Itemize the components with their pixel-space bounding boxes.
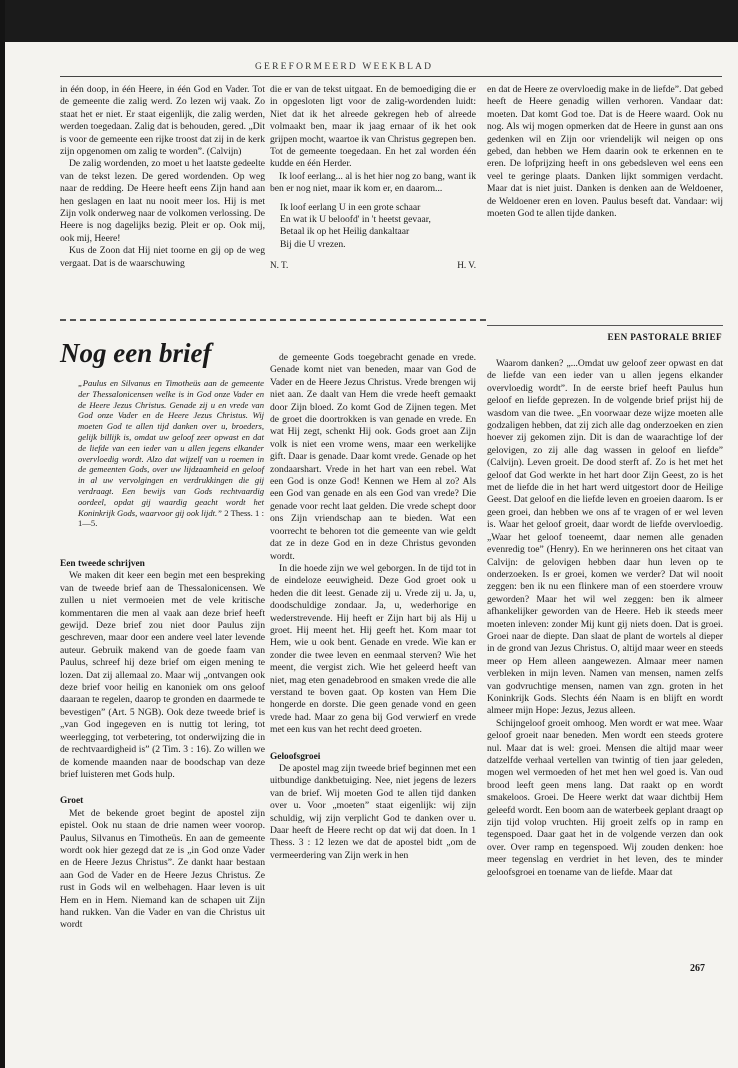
column-1-bottom [60,558,265,932]
running-header: GEREFORMEERD WEEKBLAD [255,62,434,72]
section-label: EEN PASTORALE BRIEF [607,332,722,342]
article-title: Nog een brief [60,338,212,368]
section-divider [60,319,486,321]
subheading: Groet [60,796,84,807]
paragraph: Kus de Zoon dat Hij niet toorne en gij op de weg vergaat. Dat is de waarschuwing [60,245,265,269]
column-2-bottom [270,352,476,862]
motto-reference: 2 Thess. 1 : 1—5. [78,507,264,529]
poem-line: Ik loof eerlang U in een grote schaar [280,201,421,213]
paragraph: Met de bekende groet begint de apostel zijn epistel. Ook nu staan de drie namen weer voorop. Paulus, Silvanus en Timotheüs. En aan de gemeente wordt ook hier gezegd dat ze is „in God onze Vader en de Heere Jezus Christus”. Ze dankt haar bestaan aan God de Vader en de Heere Jezus Christus. Ze rust in Gods wil en welbehagen. Haar leven is uit Hem en in Hem. Niemand kan de schapen uit Zijn hand rukken. Van die Vader en van die Christus uit wordt [60,807,265,931]
paragraph: en dat de Heere ze overvloedig make in de liefde”. Dat gebed heeft de Heere genadig willen verhoren. Vandaar dat: moeten. Dat komt God toe. Dat is de Heere waard. Ook nu nog. Als wij mogen opmerken dat de Heere in gunst aan ons gedenken wil en Zijn oor vriendelijk wil neigen op ons gebed, dan hebben we Hem daarin ook te erkennen en te eren. De lofprijzing heeft in ons gebedsleven wel eens een veel te geringe plaats. Danken lijkt sommigen verdacht. Maar dat is niet juist. Danken is denken aan de Weldoener, de Weldoener eren en loven. Paulus beseft dat. Vandaar: wij moeten God te allen tijde danken. [487,84,723,220]
column-2-top [270,84,476,272]
poem-line: Bij die U vrezen. [280,238,346,250]
signature-left: N. T. [270,260,289,271]
subheading: Geloofsgroei [270,751,321,762]
scripture-motto [78,378,264,529]
section-rule [487,325,723,326]
scan-top-border [5,0,738,42]
paragraph: in één doop, in één Heere, in één God en Vader. Tot de gemeente die zalig werd. Zo lezen wij vaak. Zo staat het er niet. Er staat eigenlijk, die zalig werden, werden toegedaan. Zalig dat is behouden, gered. „Dit is voor de gemeente een rijke troost dat zij in de kerk zijn opgenomen om zalig te worden”. (Calvijn) [60,84,265,158]
header-rule [60,76,722,77]
signature [270,259,476,271]
paragraph: Waarom danken? „...Omdat uw geloof zeer opwast en dat de liefde van een ieder van u allen jegens elkander overvloedig wordt”. In de eerste brief heeft Paulus hun geloof en liefde geprezen. In de volgende brief prijst hij de wasdom van die twee. „En voorwaar deze wijze moeten alle godzaligen hebben, dat zij zich alle dag onderzoeken en zien hoever zij gekomen zijn. Dit is dan de waarachtige lof der gelovigen, zo zij alle dag wassen in geloof en liefde” (Calvijn). Leven groeit. De dood sterft af. Zo is het met het geloof dat God werkte in het hart door Zijn Geest, zo is het met de liefde die in het hart werd uitgestort door de Heilige Geest. Dat geloof en die liefde leven en groeien daarom. Is er geen groei, dan hebben we ons af te vragen of er wel leven is. Waar het geloof groeit, daar wordt de liefde overvloedig. „Waar het geloof toeneemt, daar nemen alle genaden evenredig toe” (Henry). En we herinneren ons het citaat van Calvijn: de gelovigen hebben daar hun leven op te onderzoeken. Is er groei, komen we verder? Dat wil nooit zeggen: ben ik nu een flinkere man of een stoerdere vrouw geworden? Maar het wil wel zeggen: ben ik almeer afhankelijker geworden van de Heere. Heb ik steeds meer moeten inleven: zonder Mij kunt gij niets doen. Dat is groei. Groei naar de diepte. Dan slaat de plant de wortels al dieper in de grond van Jezus Christus. O, altijd maar weer en steeds meer op Hem alleen aangewezen. Almaar meer namen verbleken in mijn leven. Namen van mensen, namen zelfs van godvruchtige mensen, namen van zgn. groten in het Koninkrijk Gods. Slechts één Naam is en blijft en wordt almeer mijn Hope: Jezus, Jezus alleen. [487,358,723,717]
column-3-bottom [487,358,723,879]
paragraph: Schijngeloof groeit omhoog. Men wordt er wat mee. Waar geloof groeit naar beneden. Men wordt een steeds grotere nul. Maar dat is wel: groei. Mensen die altijd maar weer datzelfde verhaal vertellen van twintig of tien jaar geleden, mogen wel vermoeden of het met hen wel goed is. Van oud brood leeft geen mens lang. Dat raakt op en wordt smakeloos. Groei. De Heere werkt dat waar dichtbij Hem geleefd wordt. Een boom aan de waterbeek geplant draagt op zijn tijd volop vruchten. Hij groeit zelfs op in ramp en tegenspoed. Daar gaat het in de volgende verzen dan ook over. Over ramp en tegenspoed. Wij zouden denken: hoe meer tegenslag en verdriet in het leven, des te minder geloofsgroei en toename van de liefde. Maar dat [487,717,723,878]
paragraph: In die hoede zijn we wel geborgen. In de tijd tot in de eindeloze eeuwigheid. Deze God groet ook u heden die dit leest. Genade zij u. Vrede zij u. Ja, u, doodschuldige zondaar. Ja, u, wederhorige en wederstrevende. Hij heeft er Zijn hart bij als Hij u groet. Hij meent het. Hij geeft het. Kom maar tot Hem, wie u ook bent. Genade en vrede. Wie kan er zonder die twee leven en eenmaal sterven? Wie het meent, die vergist zich. Wie het geleerd heeft van niet, mag eten genadebrood en smaken vrede die alle verstand te boven gaat. Op kosten van Hem Die hongerde en dorste. Die geen genade vond en geen vrede had. Maar zo gena bij God verwierf en vrede met een kus van het recht deed groeten. [270,562,476,736]
poem-line: Betaal ik op het Heilig dankaltaar [280,226,410,238]
paragraph: De apostel mag zijn tweede brief beginnen met een uitbundige dankbetuiging. Nee, niet jegens de lezers van de brief. Wij moeten God te allen tijd danken over u. Voor „moeten” staat eigenlijk: wij zijn schuldig, wij zijn verplicht God te danken over u. Daar heeft de Heere recht op dat wij dat doen. In 1 Thess. 3 : 12 lezen we dat de apostel bidt „om de vermeerdering van Zijn werk in hen [270,763,476,861]
paragraph: Ik loof eerlang... al is het hier nog zo bang, want ik ben er nog niet, maar ik kom er, en daarom... [270,170,476,195]
subheading: Een tweede schrijven [60,559,145,569]
poem-quote [280,202,476,252]
paragraph: die er van de tekst uitgaat. En de bemoediging die er in opgesloten ligt voor de zalig-wordenden luidt: Niet dat ik het alreede gekregen heb of alreede volmaakt ben, maar ik jaag ernaar of ik het ook grijpen mocht, waartoe ik van Christus gegrepen ben. Tot de gemeente toegedaan. En het zal worden één kudde en één Herder. [270,84,476,170]
paragraph: De zalig wordenden, zo moet u het laatste gedeelte van de tekst lezen. De gered wordenden. Op weg naar de redding. De Heere heeft eens Zijn hand aan hen geslagen en laat nu nooit meer los. Hij is met Zijn volk onderweg naar de volkomen verlossing. De Heere is nog dagelijks bezig. Pleit er op. Ook mij, ook mij, Heere! [60,158,265,244]
page-number: 267 [690,963,705,974]
paragraph: We maken dit keer een begin met een bespreking van de tweede brief aan de Thessalonicensen. We zullen u niet vermoeien met de vele kritische kommentaren die men al vaak aan deze brief heeft gewijd. Deze brief zou niet door Paulus zijn geschreven, maar door een andere veel later levende auteur. Gebruik makend van de goede faam van Paulus, schreef hij deze brief om eigen mening te lozen. Dat zij allemaal zo. Maar wij „ontvangen ook deze brief voor heilig en kanoniek om ons geloof daaraan te regelen, daarop te gronden en daarmede te bevestigen” (Art. 5 NGB). Ook deze tweede brief is „van God ingegeven en is nuttig tot lering, tot weerlegging, tot verbetering, tot onderwijzing die in de rechtvaardigheid is” (2 Tim. 3 : 16). Zo willen we de komende maanden naar de boodschap van deze brief luisteren met Gods hulp. [60,570,265,780]
motto-text: „Paulus en Silvanus en Timotheüs aan de gemeente der Thessalonicensen welke is in God onze Vader en de Heere Jezus Christus. Genade zij u en vrede van God onze Vader en de Heere Jezus Christus. Wij moeten God te allen tijd danken over u, broeders, gelijk billijk is, omdat uw geloof zeer opwast en dat de liefde van een ieder van u allen jegens elkander overvloedig wordt. Alzo dat wijzelf van u roemen in de gemeenten Gods, over uw lijdzaamheid en geloof in al uw vervolgingen en verdrukkingen die gij verdraagt. Een bewijs van Gods rechtvaardig oordeel, opdat gij waardig geacht wordt het Koninkrijk Gods, waarvoor gij ook lijdt.” [78,378,264,518]
paragraph: de gemeente Gods toegebracht genade en vrede. Genade komt niet van beneden, maar van God de Vader en de Heere Jezus Christus. Vrede brengen wij niet aan. Ze daalt van Hem die vrede heeft gemaakt door Zijn bloed. Zo komt God de Zijnen tegen. Met de groet die doortrokken is van genade en vrede. En wat Hij zegt, schenkt Hij ook. Gods groet aan Zijn volk is niet een vrome wens, maar een werkelijke gift. Daar is genade. Daar komt vrede. Genade op het zondaarshart. Vrede in het hart van een rebel. Wat een God is onze God! Kennen we Hem al zo? Als een God van genade en als een God van vrede? Die genade voor recht laat gelden. Die vrede schept door ons Zijn vriendschap aan te bieden. Wat een voorrecht te behoren tot die gemeente van wie geldt dat ze in deze God en in deze Christus gevonden wordt. [270,352,476,562]
poem-line: En wat ik U beloofd' in 't heetst gevaar, [280,214,431,226]
binding-edge [0,0,5,1068]
column-1-top [60,84,265,270]
signature-right: H. V. [457,260,476,271]
column-3-top [487,84,723,220]
